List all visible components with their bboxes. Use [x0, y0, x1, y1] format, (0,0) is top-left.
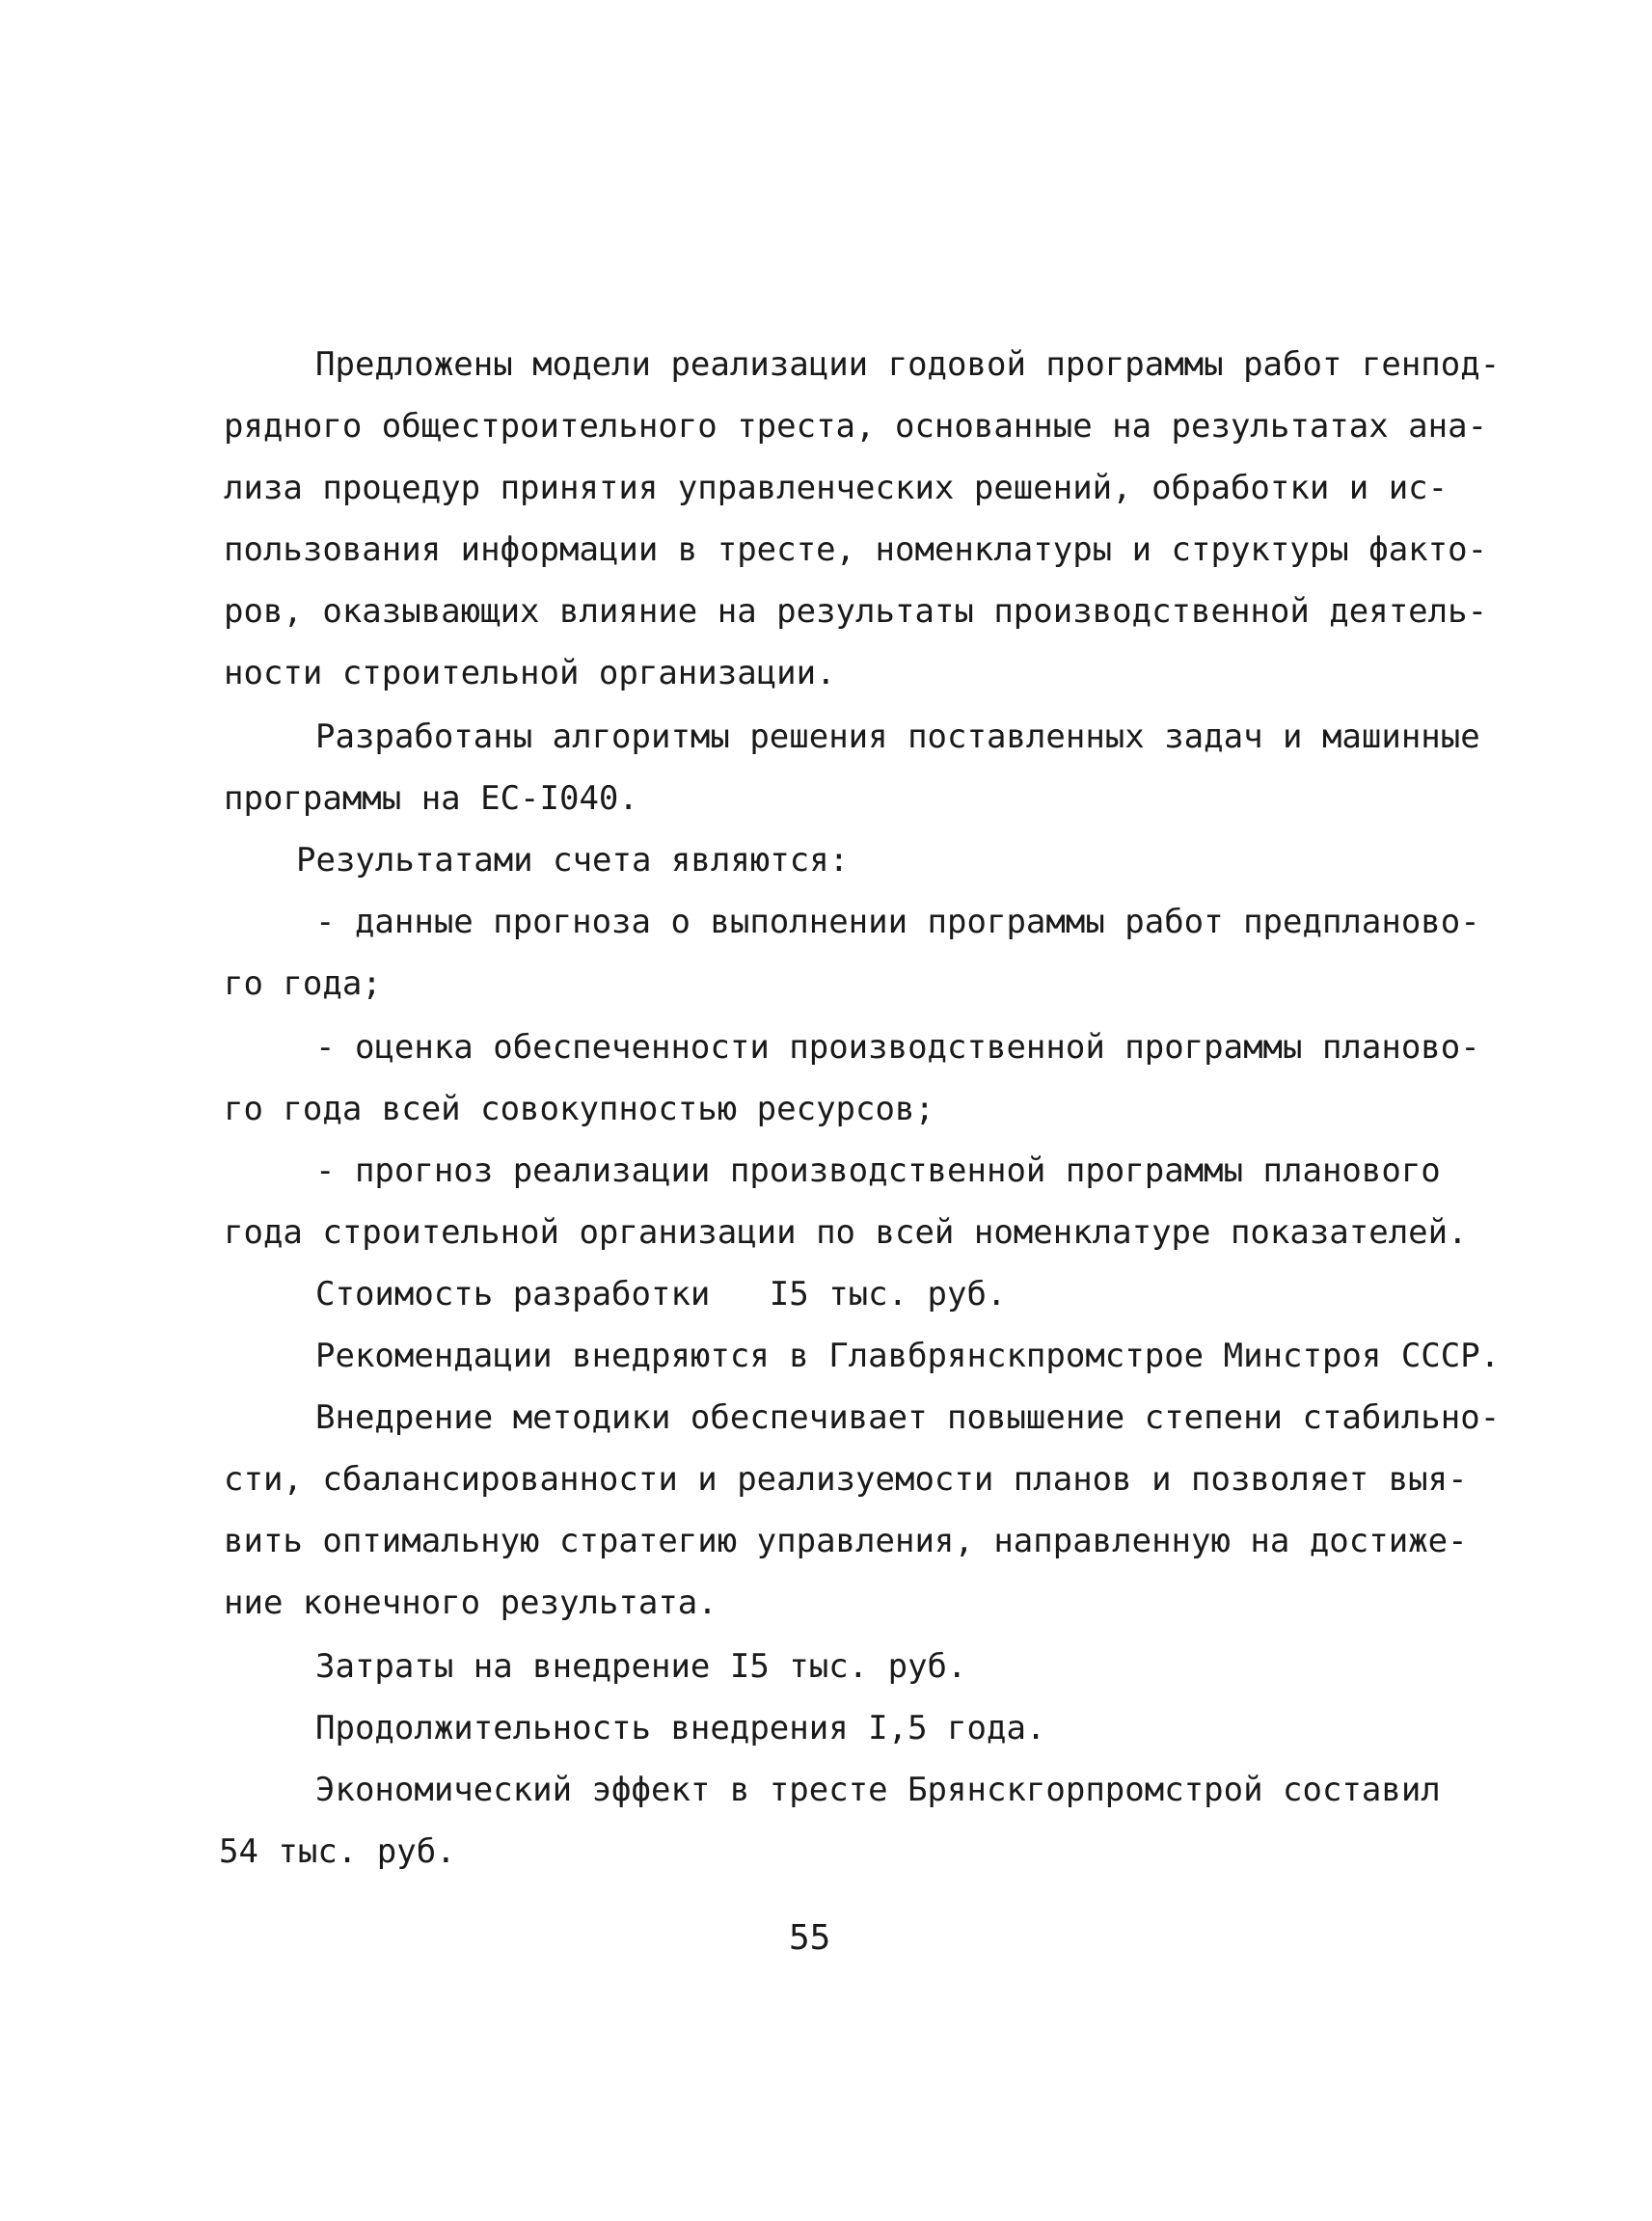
text-line: ности строительной организации.	[224, 654, 836, 692]
text-line: сти, сбалансированности и реализуемости планов и позволяет выя-	[224, 1460, 1468, 1499]
text-line: вить оптимальную стратегию управления, направленную на достиже-	[224, 1522, 1468, 1560]
text-line: рядного общестроительного треста, основанные на результатах ана-	[224, 407, 1488, 446]
text-line: Продолжительность внедрения I,5 года.	[315, 1709, 1046, 1747]
text-line: Предложены модели реализации годовой программы работ генпод-	[315, 345, 1501, 384]
text-line: ние конечного результата.	[224, 1584, 718, 1622]
text-line: года строительной организации по всей номенклатуре показателей.	[224, 1213, 1468, 1252]
text-line: Затраты на внедрение I5 тыс. руб.	[315, 1647, 967, 1686]
text-line: Разработаны алгоритмы решения поставленных задач и машинные	[315, 718, 1480, 756]
text-line: го года всей совокупностью ресурсов;	[224, 1090, 934, 1128]
text-line: Стоимость разработки I5 тыс. руб.	[315, 1275, 1007, 1314]
text-line: Экономический эффект в тресте Брянскгорпромстрой составил	[315, 1771, 1441, 1809]
text-line: ров, оказывающих влияние на результаты производственной деятель-	[224, 592, 1488, 631]
text-line: - оценка обеспеченности производственной программы планово-	[315, 1028, 1480, 1067]
text-line: Результатами счета являются:	[296, 841, 850, 880]
text-line: - данные прогноза о выполнении программы работ предпланово-	[315, 903, 1480, 941]
text-line: лиза процедур принятия управленческих решений, обработки и ис-	[224, 469, 1449, 507]
text-line: программы на ЕС-I040.	[224, 779, 638, 818]
page-number: 55	[789, 1918, 831, 1958]
text-line: 54 тыс. руб.	[219, 1832, 456, 1871]
text-line: Рекомендации внедряются в Главбрянскпромстрое Минстроя СССР.	[315, 1337, 1501, 1375]
text-line: - прогноз реализации производственной программы планового	[315, 1151, 1441, 1190]
text-line: го года;	[224, 964, 382, 1003]
text-line: Внедрение методики обеспечивает повышение степени стабильно-	[315, 1398, 1501, 1437]
text-line: пользования информации в тресте, номенклатуры и структуры факто-	[224, 530, 1488, 569]
